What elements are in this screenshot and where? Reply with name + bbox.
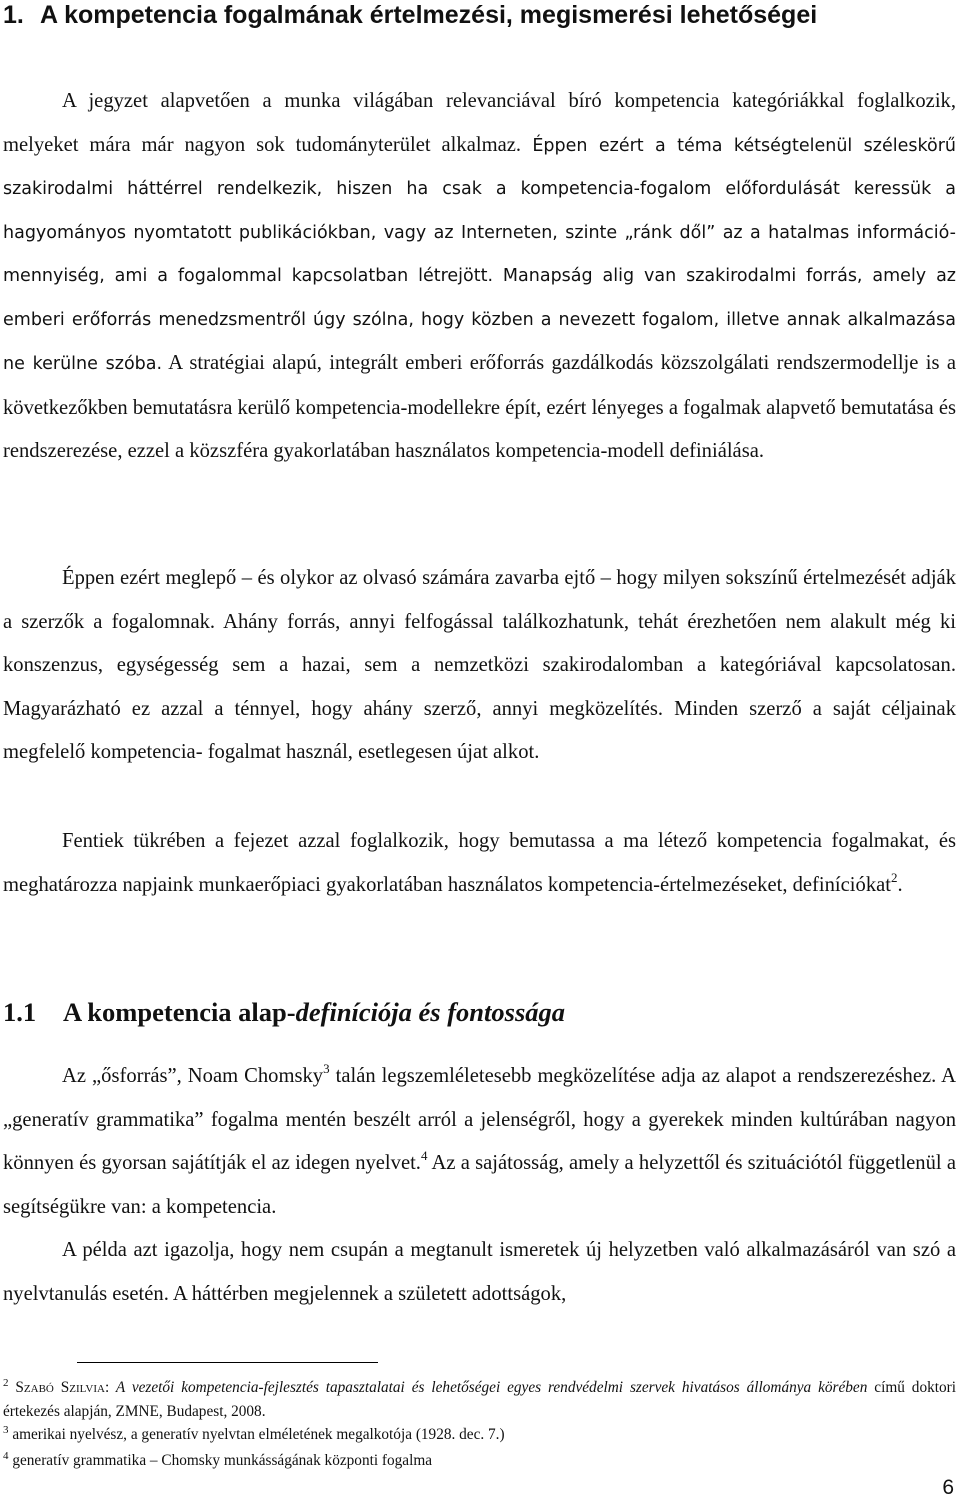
paragraph-4 [3,1055,956,1229]
paragraph-4-text-2: talán legszemléletesebb megközelítése adja az alapot a rendszerezéshez. A „generatív grammatika” fogalma mentén beszélt arról a jelenségről, hogy a gyerekek minden kultúrában nagyon könnyen és gyorsan sajátítják el az idegen nyelvet. [3,1065,957,1174]
section-title-italic: definíciója és fontossága [295,997,566,1027]
footnote-3-text: amerikai nyelvész, a generatív nyelvtan elméletének megalkotója (1928. dec. 7.) [8,1426,505,1443]
paragraph-5-text: A példa azt igazolja, hogy nem csupán a megtanult ismeretek új helyzetben való alkalmazásáról van szó a nyelvtanulás esetén. A háttérben megjelennek a született adottságok, [3,1239,956,1305]
footnote-2 [3,1376,956,1424]
paragraph-4-text-1: Az „ősforrás”, Noam Chomsky [62,1065,324,1087]
chapter-heading [3,0,817,30]
paragraph-1-part-2: Éppen ezért a téma kétségtelenül széleskörű szakirodalmi háttérrel rendelkezik, hiszen ha csak a kompetencia-fogalom előfordulását keressük a hagyományos nyomtatott publikációkban, vagy az Interneten, szinte „ránk dől” az a hatalmas információ-mennyiség, ami a fogalommal kapcsolatban létrejött. Manapság alig van szakirodalmi forrás, amely az emberi erőforrás menedzsmentről úgy szólna, hogy közben a nevezett fogalom, illetve annak alkalmazása ne kerülne szóba. [3,135,956,374]
paragraph-3-end: . [897,873,903,896]
footnote-2-mark: 2 [3,1377,9,1389]
footnote-ref-2[interactable]: 2 [890,869,898,885]
footnote-2-author: Szabó Szilvia: [15,1379,110,1396]
section-number: 1.1 [3,997,37,1027]
footnote-2-title: A vezetői kompetencia-fejlesztés tapasztalatai és lehetőségei egyes rendvédelmi szervek hivatásos állománya körében [109,1379,868,1396]
paragraph-3-text: Fentiek tükrében a fejezet azzal foglalkozik, hogy bemutassa a ma létező kompetencia fogalmakat, és meghatározza napjaink munkaerőpiaci gyakorlatában használatos kompetencia-értelmezéseket, definíciókat [3,830,956,896]
paragraph-5 [3,1229,956,1316]
footnote-4-text: generatív grammatika – Chomsky munkásságának központi fogalma [8,1452,433,1469]
page-number: 6 [942,1476,954,1499]
paragraph-1-part-1: A jegyzet alapvetően a munka világában relevanciával bíró kompetencia kategóriákkal foglalkozik, melyeket mára már nagyon sok tudományterület alkalmaz. [3,90,956,156]
paragraph-1 [3,80,956,474]
paragraph-4-text-3: Az a sajátosság, amely a helyzettől és szituációtól függetlenül a segítségükre van: a kompetencia. [3,1152,956,1218]
footnote-ref-4[interactable]: 4 [420,1148,428,1163]
footnote-separator [77,1362,378,1363]
section-title-plain: A kompetencia alap- [63,997,296,1027]
paragraph-1-part-3: A stratégiai alapú, integrált emberi erőforrás gazdálkodás közszolgálati rendszermodellje is a következőkben bemutatásra kerülő kompetencia-modellekre épít, ezért lényeges a fogalmak alapvető bemutatása és rendszerezése, ezzel a közszféra gyakorlatában használatos kompetencia-modell definiálása. [3,352,956,462]
paragraph-2 [3,557,956,775]
footnote-4 [3,1449,956,1473]
paragraph-3 [3,820,956,907]
footnote-ref-3[interactable]: 3 [323,1061,330,1076]
chapter-title: A kompetencia fogalmának értelmezési, megismerési lehetőségei [40,1,818,29]
chapter-number: 1. [3,1,24,29]
footnote-2-rest: című doktori értekezés alapján, ZMNE, Budapest, 2008. [3,1379,956,1420]
paragraph-2-text: Éppen ezért meglepő – és olykor az olvasó számára zavarba ejtő – hogy milyen sokszínű értelmezését adják a szerzők a fogalomnak. Ahány forrás, annyi felfogással találkozhatunk, tehát érezhetően nem alakult még ki konszenzus, egységesség sem a hazai, sem a nemzetközi szakirodalomban a kategóriával kapcsolatosan. Magyarázható ez azzal a ténnyel, hogy ahány szerző, annyi megközelítés. Minden szerző a saját céljainak megfelelő kompetencia- fogalmat használ, esetlegesen újat alkot. [3,567,956,763]
footnote-3-mark: 3 [3,1424,9,1436]
footnote-4-mark: 4 [3,1450,9,1462]
footnote-3 [3,1423,956,1447]
section-heading [3,992,565,1032]
